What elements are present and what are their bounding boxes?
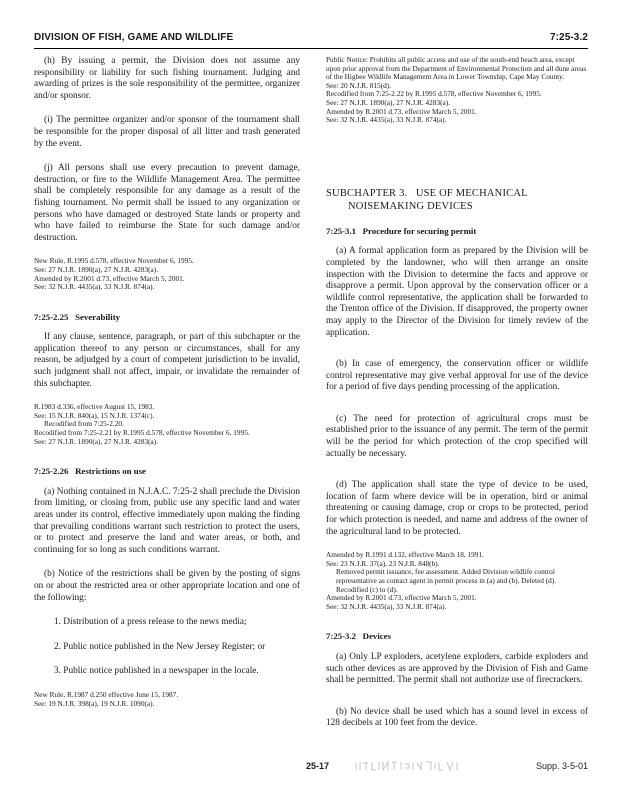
history-note: New Rule, R.1987 d.250 effective June 15, 1987. See: 19 N.J.R. 398(a), 19 N.J.R. 1090(a). [34,689,179,708]
header-section: 7:25-3.2 [549,32,588,43]
permit-paragraph-c: (c) The need for protection of agricultural crops must be established prior to the issuance of any permit. The term of the permit will be the period for which protection of the crop specified will actually be necessary. [326,413,588,459]
page-footer [34,761,588,775]
restrictions-paragraph-a: (a) Nothing contained in N.J.A.C. 7:25-2 shall preclude the Division from limiting, or closing from, public use any specific land and water areas under its control, effective immediately upon making the finding that prevailing conditions warrant such restriction to protect the users, or to protect and preserve the land and water areas, or both, and continuing for so long as such conditions warrant. [34,486,300,555]
permit-paragraph-b: (b) In case of emergency, the conservation officer or wildlife control representative may give verbal approval for use of the device for a period of five days pending processing of the application. [326,359,588,393]
restrictions-paragraph-b: (b) Notice of the restrictions shall be given by the posting of signs on or about the restricted area or other appropriate location and one of the following: [34,569,300,603]
section-heading-2-25: 7:25-2.25 Severability [34,311,121,322]
severability-text: If any clause, sentence, paragraph, or part of this subchapter or the application thereof to any person or circumstances, shall for any reason, be adjudged by a court of competent jurisdiction to be invalid, such judgment shall not affect, impair, or invalidate the remainder of this subchapter. [34,332,300,389]
devices-paragraph-a: (a) Only LP exploders, acetylene exploders, carbide exploders and such other devices as are approved by the Division of Fish and Game shall be permitted. The permit shall not authorize use of firecrackers. [326,651,588,686]
paragraph-j: (j) All persons shall use every precaution to prevent damage, destruction, or fire to the Wildlife Management Area. The permittee shall be completely responsible for any damage as a result of the fishing tournament. No permit shall be issued to any organization or persons who have damaged or destroyed State lands or property and who have failed to reimburse the State for such damage and/or destruction. [34,163,300,243]
paragraph-h: (h) By issuing a permit, the Division does not assume any responsibility or liability for such fishing tournament. Judging and awarding of prizes is the sole responsibility of the permittee, organizer and/or sponsor. [34,56,300,101]
subchapter-heading: SUBCHAPTER 3. USE OF MECHANICAL NOISEMAKING DEVICES [326,187,528,212]
running-header [34,32,588,46]
paragraph-i: (i) The permittee organizer and/or sponsor of the tournament shall be responsible for the proper disposal of all litter and trash generated by the event. [34,115,300,149]
history-note: Amended by R.1991 d.132, effective March 18, 1991. See: 23 N.J.R. 37(a), 23 N.J.R. 848(b). Removed permit issuance, fee assessment. Added Division wildlife control representative as contact agent in permit process in (a) and (b). Deleted (d). Recodified (c) to (d). Amended by R.2001 d.73, effective March 5, 2001. See: 32 N.J.R. 4435(a), 33 N.J.R. 874(a). [326,550,557,611]
permit-paragraph-d: (d) The application shall state the type of device to be used, location of farm where device will be in operation, bird or animal threatening or causing damage, crop or crops to be protected, period for which protection is needed, and name and address of the owner of the agricultural land to be protected. [326,480,588,537]
history-note: Public Notice: Prohibits all public access and use of the south-end beach area, except upon prior approval from the Department of Environmental Protection and all dune areas of the Higbee Wildlife Management Area in Lower Township, Cape May County. See: 20 N.J.R. 815(d). Recodified from 7:25-2.22 by R.1995 d.578, effective November 6, 1995. See: 27 N.J.R. 1890(a), 27 N.J.R. 4283(a). Amended by R.2001 d.73, effective March 5, 2001. See: 32 N.J.R. 4435(a), 33 N.J.R. 874(a). [326,55,587,125]
list-item: 1. Distribution of a press release to the news media; [54,617,247,628]
library-stamp-image [354,760,464,773]
devices-paragraph-b: (b) No device shall be used which has a sound level in excess of 128 decibels at 100 feet from the device. [326,706,588,729]
list-item: 3. Public notice published in a newspaper in the locale. [54,666,259,677]
list-item: 2. Public notice published in the New Jersey Register; or [54,641,266,652]
header-title: DIVISION OF FISH, GAME AND WILDLIFE [34,32,234,43]
history-note: New Rule, R.1995 d.578, effective November 6, 1995. See: 27 N.J.R. 1890(a), 27 N.J.R. 4283(a). Amended by R.2001 d.73, effective March 5, 2001. See: 32 N.J.R. 4435(a), 33 N.J.R. 874(a). [34,256,194,292]
right-column [326,56,588,730]
section-heading-2-26: 7:25-2.26 Restrictions on use [34,466,146,477]
header-rule [34,48,588,49]
page-number: 25-17 [306,761,330,771]
section-heading-3-1: 7:25-3.1 Procedure for securing permit [326,225,477,236]
permit-paragraph-a: (a) A formal application form as prepared by the Division will be completed by the landowner, who will then arrange an onsite inspection with the Division to determine the facts and approve or disapprove a permit. Upon approval by the conservation officer or a wildlife control representative, the application shall be forwarded to the Trenton office of the Division. If disapproved, the property owner may apply to the Director of the Division for timely review of the application. [326,246,588,338]
left-column [34,56,300,708]
stamp-mark [354,760,464,772]
section-heading-3-2: 7:25-3.2 Devices [326,631,392,642]
supplement-date: Supp. 3-5-01 [535,761,588,771]
public-notice: Public Notice: Prohibits all public access and use of the south-end beach area, except upon prior approval from the Department of Environmental Protection and all dune areas of the Higbee Wildlife Management Area in Lower Township, Cape May County. [326,55,587,82]
history-note: R.1983 d.336, effective August 15, 1983. See: 15 N.J.R. 840(a), 15 N.J.R. 1374(c). Recodified from 7:25-2.20. Recodified from 7:25-2.21 by R.1995 d.578, effective November 6, 1995. See: 27 N.J.R. 1890(a), 27 N.J.R. 4283(a). [34,402,250,446]
